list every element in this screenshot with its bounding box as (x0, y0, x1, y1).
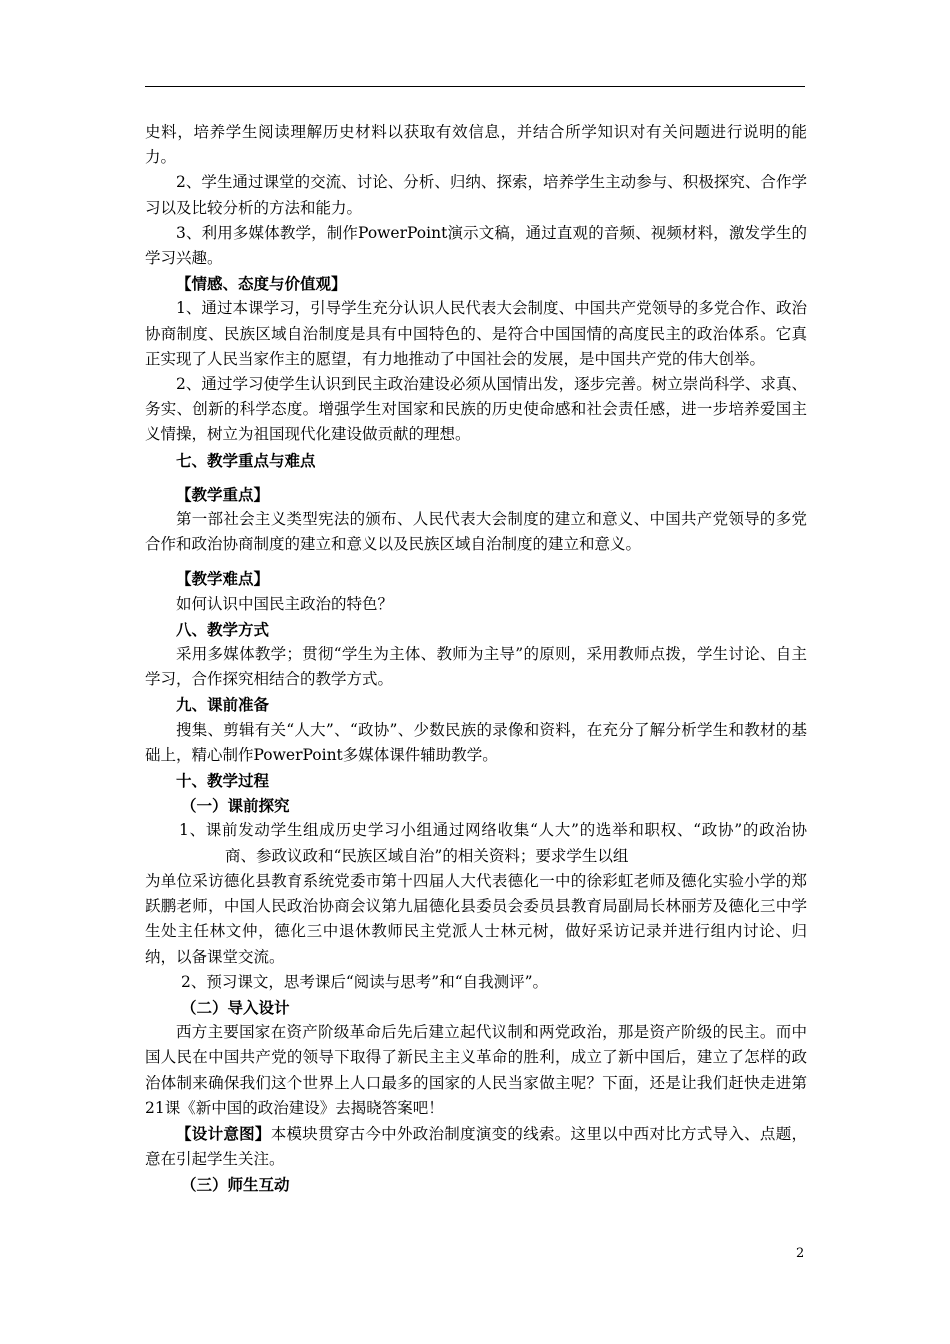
paragraph-emotion-2: 2、通过学习使学生认识到民主政治建设必须从国情出发，逐步完善。树立崇尚科学、求真、务实、创新的科学态度。增强学生对国家和民族的历史使命感和社会责任感，进一步培养爱国主义情操，树立为祖国现代化建设做贡献的理想。 (145, 375, 807, 444)
header-rule (145, 86, 805, 87)
heading-section-7: 七、教学重点与难点 (176, 450, 316, 470)
paragraph-teaching-method: 采用多媒体教学；贯彻“学生为主体、教师为主导”的原则，采用教师点拨，学生讨论、自主学习，合作探究相结合的教学方式。 (145, 645, 807, 689)
heading-teaching-focus: 【教学重点】 (176, 484, 270, 504)
paragraph-design-intent (145, 1121, 807, 1172)
text-design-intent: 本模块贯穿古今中外政治制度演变的线索。这里以中西对比方式导入、点题，意在引起学生关注。 (145, 1124, 807, 1169)
heading-pre-class-inquiry: （一）课前探究 (181, 796, 290, 816)
heading-emotion-attitude-values: 【情感、态度与价值观】 (176, 274, 347, 294)
heading-lead-in-design: （二）导入设计 (181, 997, 290, 1017)
paragraph-preparation: 搜集、剪辑有关“人大”、“政协”、少数民族的录像和资料，在充分了解分析学生和教材的基础上，精心制作PowerPoint多媒体课件辅助教学。 (145, 720, 807, 764)
paragraph-emotion-1: 1、通过本课学习，引导学生充分认识人民代表大会制度、中国共产党领导的多党合作、政治协商制度、民族区域自治制度是具有中国特色的、是符合中国国情的高度民主的政治体系。它真正实现了人民当家作主的愿望，有力地推动了中国社会的发展，是中国共产党的伟大创举。 (145, 299, 807, 368)
heading-section-9: 九、课前准备 (176, 695, 270, 715)
heading-teacher-student-interaction: （三）师生互动 (181, 1175, 290, 1195)
paragraph-skill-3: 3、利用多媒体教学，制作PowerPoint演示文稿，通过直观的音频、视频材料，激发学生的学习兴趣。 (145, 223, 807, 268)
paragraph-inquiry-1-cont: 为单位采访德化县教育系统党委市第十四届人大代表德化一中的徐彩虹老师及德化实验小学的郑跃鹏老师，中国人民政治协商会议第九届德化县委员会委员县教育局副局长林丽芳及德化三中学生处主任林文仲，德化三中退休教师民主党派人士林元树，做好采访记录并进行组内讨论、归纳，以备课堂交流。 (145, 871, 807, 966)
page-number: 2 (796, 1246, 805, 1261)
paragraph-inquiry-2: 2、预习课文，思考课后“阅读与思考”和“自我测评”。 (181, 972, 549, 991)
label-design-intent: 【设计意图】 (176, 1123, 271, 1143)
paragraph-skill-2: 2、学生通过课堂的交流、讨论、分析、归纳、探索，培养学生主动参与、积极探究、合作学习以及比较分析的方法和能力。 (145, 173, 807, 217)
paragraph-continuation: 史料，培养学生阅读理解历史材料以获取有效信息，并结合所学知识对有关问题进行说明的能力。 (145, 123, 807, 167)
paragraph-inquiry-1: 1、课前发动学生组成历史学习小组通过网络收集“人大”的选举和职权、“政协”的政治协商、参政议政和“民族区域自治”的相关资料；要求学生以组 (179, 821, 807, 865)
heading-section-8: 八、教学方式 (176, 619, 270, 639)
paragraph-lead-in: 西方主要国家在资产阶级革命后先后建立起代议制和两党政治，那是资产阶级的民主。而中国人民在中国共产党的领导下取得了新民主主义革命的胜利，成立了新中国后，建立了怎样的政治体制来确保我们这个世界上人口最多的国家的人民当家做主呢？下面，还是让我们赶快走进第21课《新中国的政治建设》去揭晓答案吧！ (145, 1023, 807, 1117)
page-body (145, 120, 807, 1198)
paragraph-teaching-difficulty: 如何认识中国民主政治的特色？ (176, 594, 394, 613)
heading-section-10: 十、教学过程 (176, 771, 270, 791)
heading-teaching-difficulty: 【教学难点】 (176, 569, 270, 589)
paragraph-teaching-focus: 第一部社会主义类型宪法的颁布、人民代表大会制度的建立和意义、中国共产党领导的多党合作和政治协商制度的建立和意义以及民族区域自治制度的建立和意义。 (145, 510, 807, 554)
